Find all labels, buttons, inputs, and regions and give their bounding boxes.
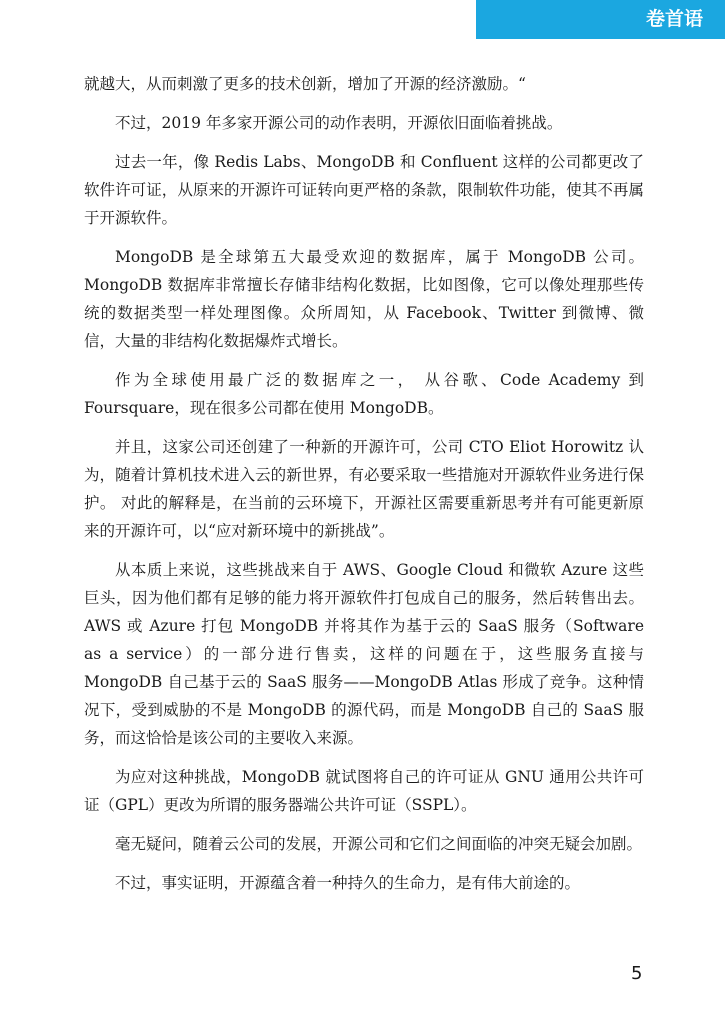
paragraph: 作为全球使用最广泛的数据库之一， 从谷歌、Code Academy 到 Foursquare，现在很多公司都在使用 MongoDB。 (84, 371, 644, 417)
paragraph: 不过，2019 年多家开源公司的动作表明，开源依旧面临着挑战。 (115, 114, 563, 132)
paragraph-continued: 就越大，从而刺激了更多的技术创新，增加了开源的经济激励。“ (84, 75, 526, 93)
paragraph: 过去一年，像 Redis Labs、MongoDB 和 Confluent 这样的公司都更改了软件许可证，从原来的开源许可证转向更严格的条款，限制软件功能，使其不再属于开源软件。 (84, 153, 644, 227)
paragraph: 毫无疑问，随着云公司的发展，开源公司和它们之间面临的冲突无疑会加剧。 (115, 835, 643, 853)
paragraph: 为应对这种挑战，MongoDB 就试图将自己的许可证从 GNU 通用公共许可证（GPL）更改为所谓的服务器端公共许可证（SSPL）。 (84, 768, 644, 814)
paragraph: 从本质上来说，这些挑战来自于 AWS、Google Cloud 和微软 Azure 这些巨头，因为他们都有足够的能力将开源软件打包成自己的服务，然后转售出去。AWS 或 Azure 打包 MongoDB 并将其作为基于云的 SaaS 服务（Software as a service）的一部分进行售卖，这样的问题在于，这些服务直接与 MongoDB 自己基于云的 SaaS 服务——MongoDB Atlas 形成了竞争。这种情况下，受到威胁的不是 MongoDB 的源代码，而是 MongoDB 自己的 SaaS 服务，而这恰恰是该公司的主要收入来源。 (84, 561, 644, 747)
paragraph: 并且，这家公司还创建了一种新的开源许可，公司 CTO Eliot Horowitz 认为，随着计算机技术进入云的新世界，有必要采取一些措施对开源软件业务进行保护。 对此的解释是，在当前的云环境下，开源社区需要重新思考并有可能更新原来的开源许可，以“应对新环境中的新挑战”。 (84, 438, 644, 540)
section-title: 卷首语 (645, 8, 703, 30)
paragraph: MongoDB 是全球第五大最受欢迎的数据库，属于 MongoDB 公司。MongoDB 数据库非常擅长存储非结构化数据，比如图像，它可以像处理那些传统的数据类型一样处理图像。众所周知，从 Facebook、Twitter 到微博、微信，大量的非结构化数据爆炸式增长。 (84, 248, 644, 350)
section-header-tab (476, 0, 725, 39)
paragraph: 不过，事实证明，开源蕴含着一种持久的生命力，是有伟大前途的。 (115, 874, 581, 892)
page-number: 5 (631, 963, 643, 984)
article-body (84, 70, 644, 908)
